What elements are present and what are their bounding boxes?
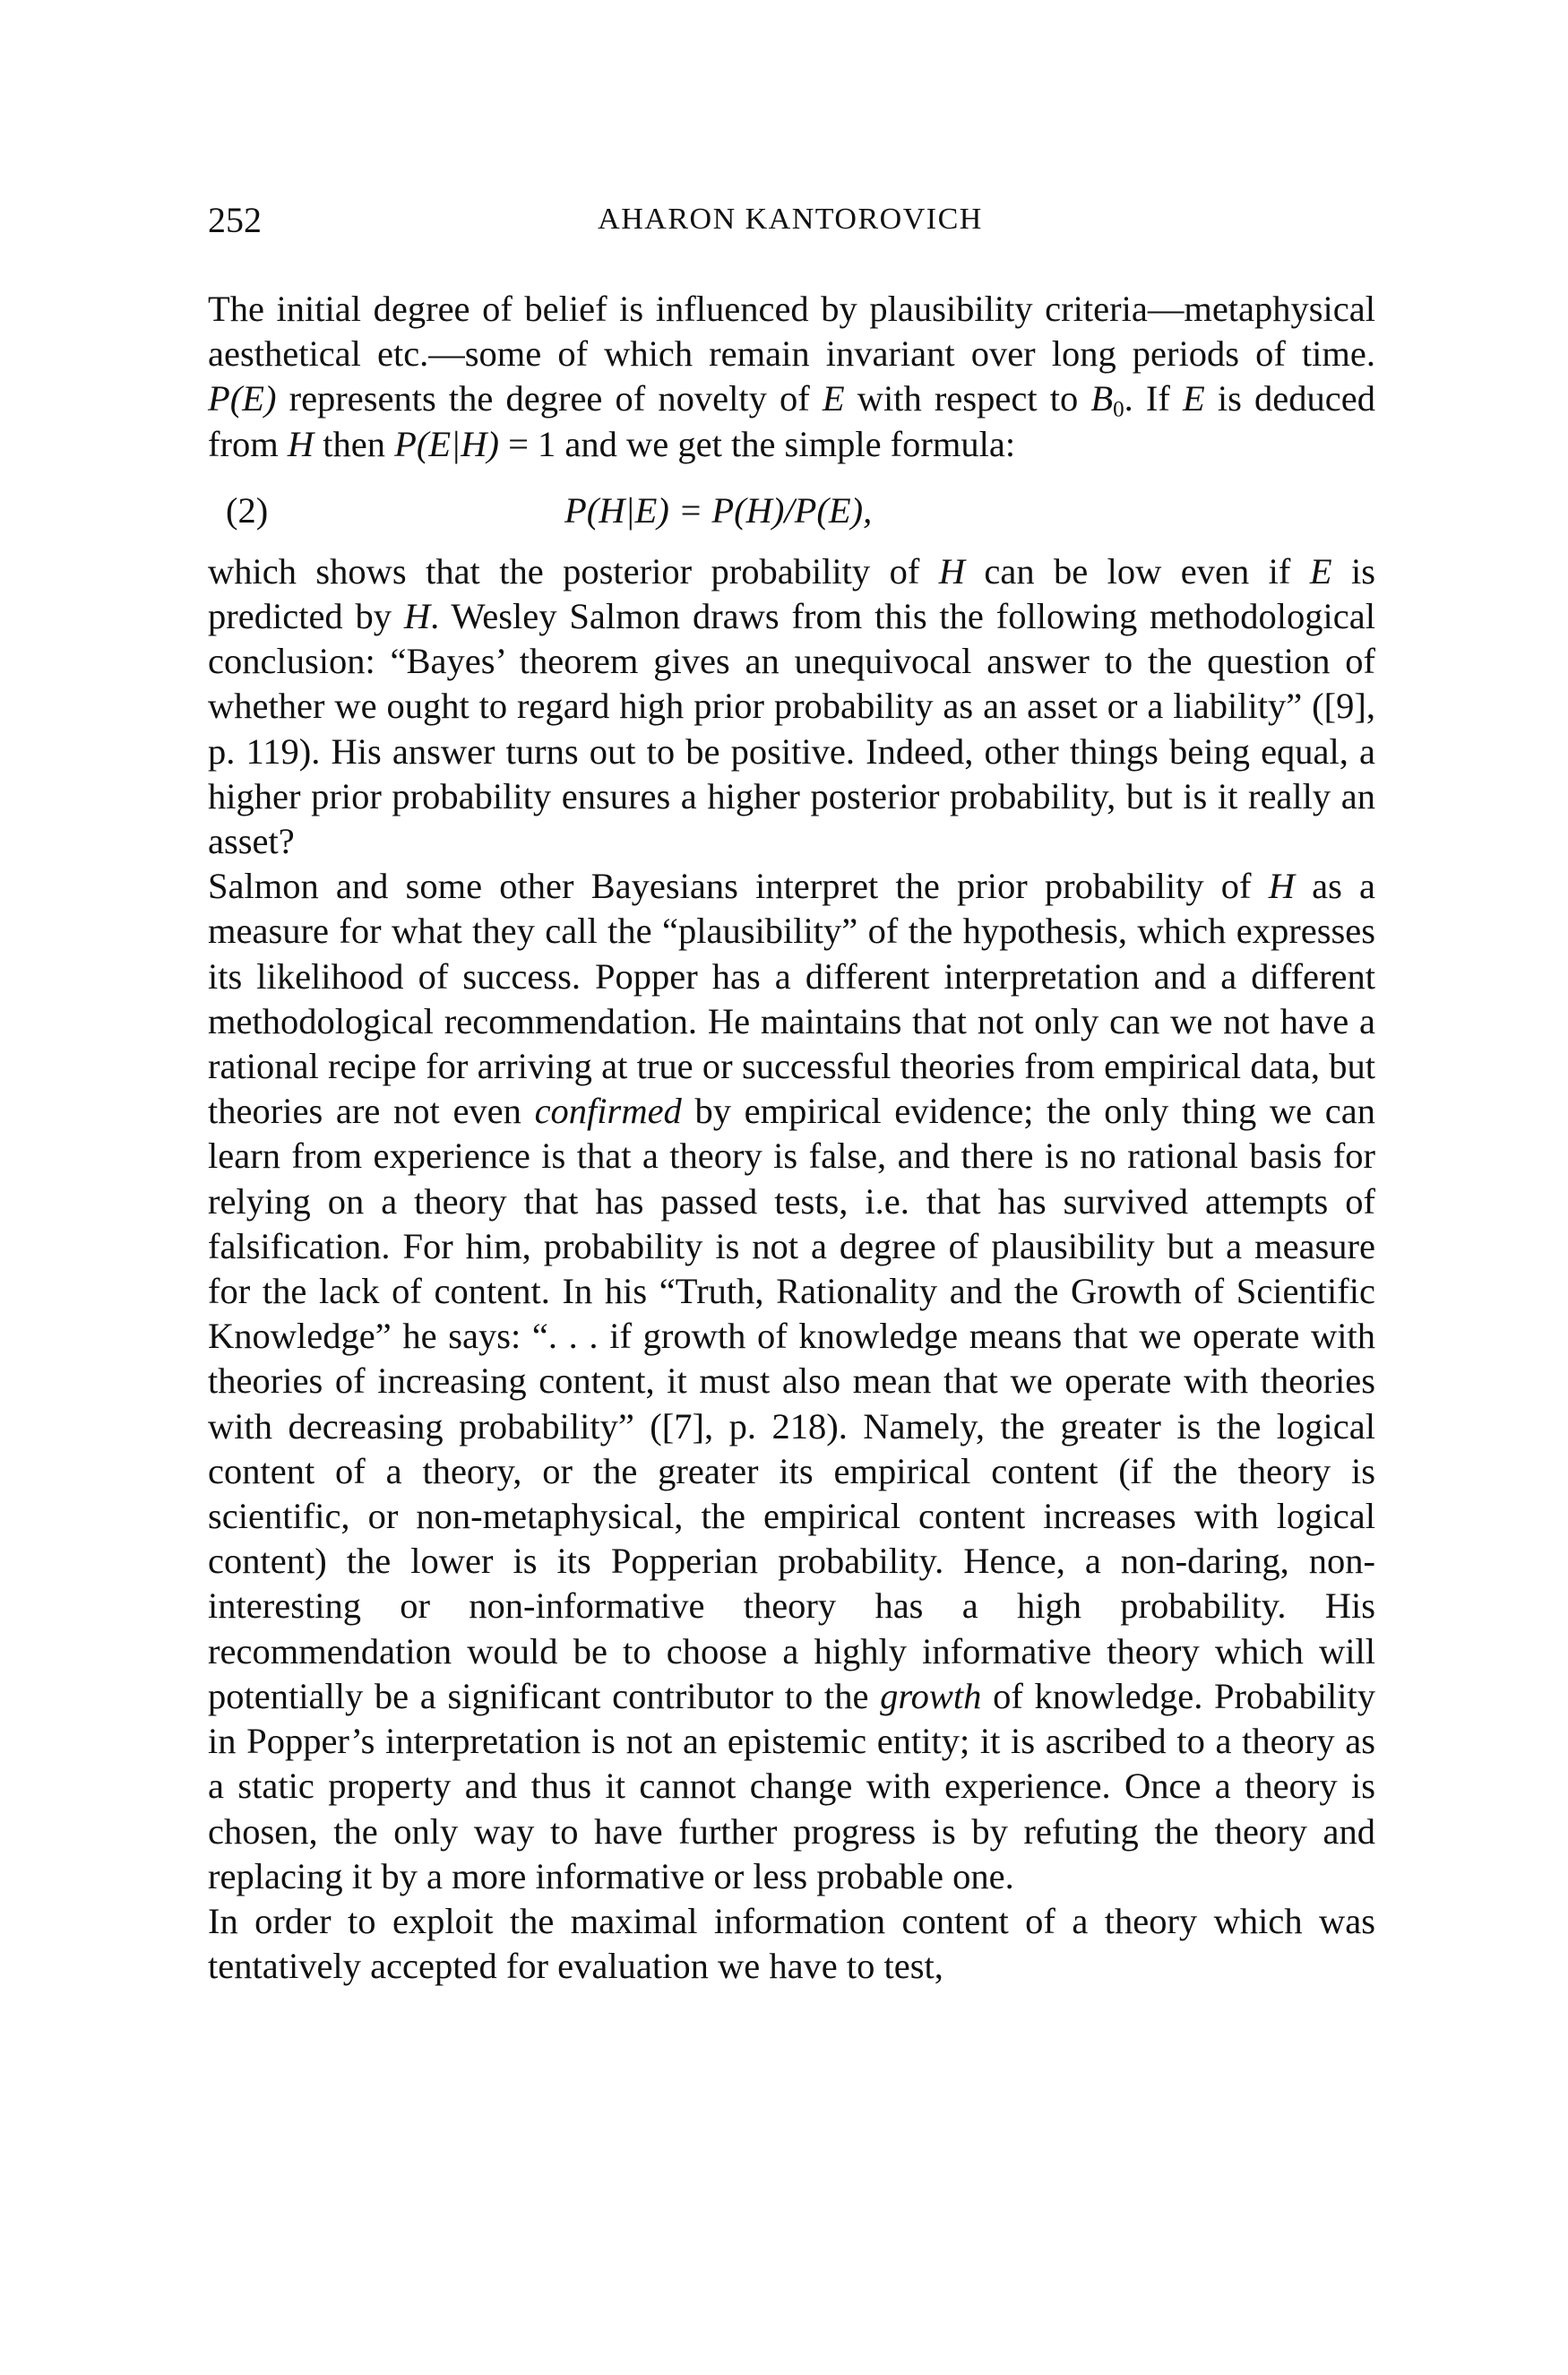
body-text [208, 287, 1375, 1989]
equation-formula: P(H|E) = P(H)/P(E), [564, 489, 873, 531]
page-number: 252 [208, 200, 262, 240]
running-head [208, 199, 1373, 244]
paragraph-3: Salmon and some other Bayesians interpret the prior probability of H as a measure for what they call the “plausibility” of the hypothesis, which expresses its likelihood of success. Popper has a different interpretation and a different methodological recommendation. He maintains that not only can we not have a rational recipe for arriving at true or successful theories from empirical data, but theories are not even confirmed by empirical evidence; the only thing we can learn from experience is that a theory is false, and there is no rational basis for relying on a theory that has passed tests, i.e. that has survived attempts of falsification. For him, probability is not a degree of plausibility but a measure for the lack of content. In his “Truth, Rationality and the Growth of Scientific Knowledge” he says: “. . . if growth of knowledge means that we operate with theories of increasing content, it must also mean that we operate with theories with decreasing probability” ([7], p. 218). Namely, the greater is the logical content of a theory, or the greater its empirical content (if the theory is scientific, or non-metaphysical, the empirical content increases with logical content) the lower is its Popperian probability. Hence, a non-daring, non-interesting or non-informative theory has a high probability. His recommendation would be to choose a highly informative theory which will potentially be a significant contributor to the growth of knowledge. Probability in Popper’s interpretation is not an epistemic entity; it is ascribed to a theory as a static property and thus it cannot change with experience. Once a theory is chosen, the only way to have further progress is by refuting the theory and replacing it by a more informative or less probable one. [208, 866, 1376, 1896]
equation-2 [208, 472, 1375, 548]
paragraph-2: which shows that the posterior probability of H can be low even if E is predicted by H. Wesley Salmon draws from this the following methodological conclusion: “Bayes’ theorem gives an unequivocal answer to the question of whether we ought to regard high prior probability as an asset or a liability” ([9], p. 119). His answer turns out to be positive. Indeed, other things being equal, a higher prior probability ensures a higher posterior probability, but is it really an asset? [208, 550, 1375, 862]
paragraph-4: In order to exploit the maximal information content of a theory which was tentatively accepted for evaluation we have to test, [208, 1900, 1375, 1987]
running-title: AHARON KANTOROVICH [598, 203, 983, 236]
paragraph-1: The initial degree of belief is influenced by plausibility criteria—metaphysical aesthetical etc.—some of which remain invariant over long periods of time. P(E) represents the degree of novelty of E with respect to $B_0$. If E is deduced from H then P(E|H) = 1 and we get the simple formula: [208, 289, 1375, 464]
equation-number: (2) [226, 489, 269, 531]
